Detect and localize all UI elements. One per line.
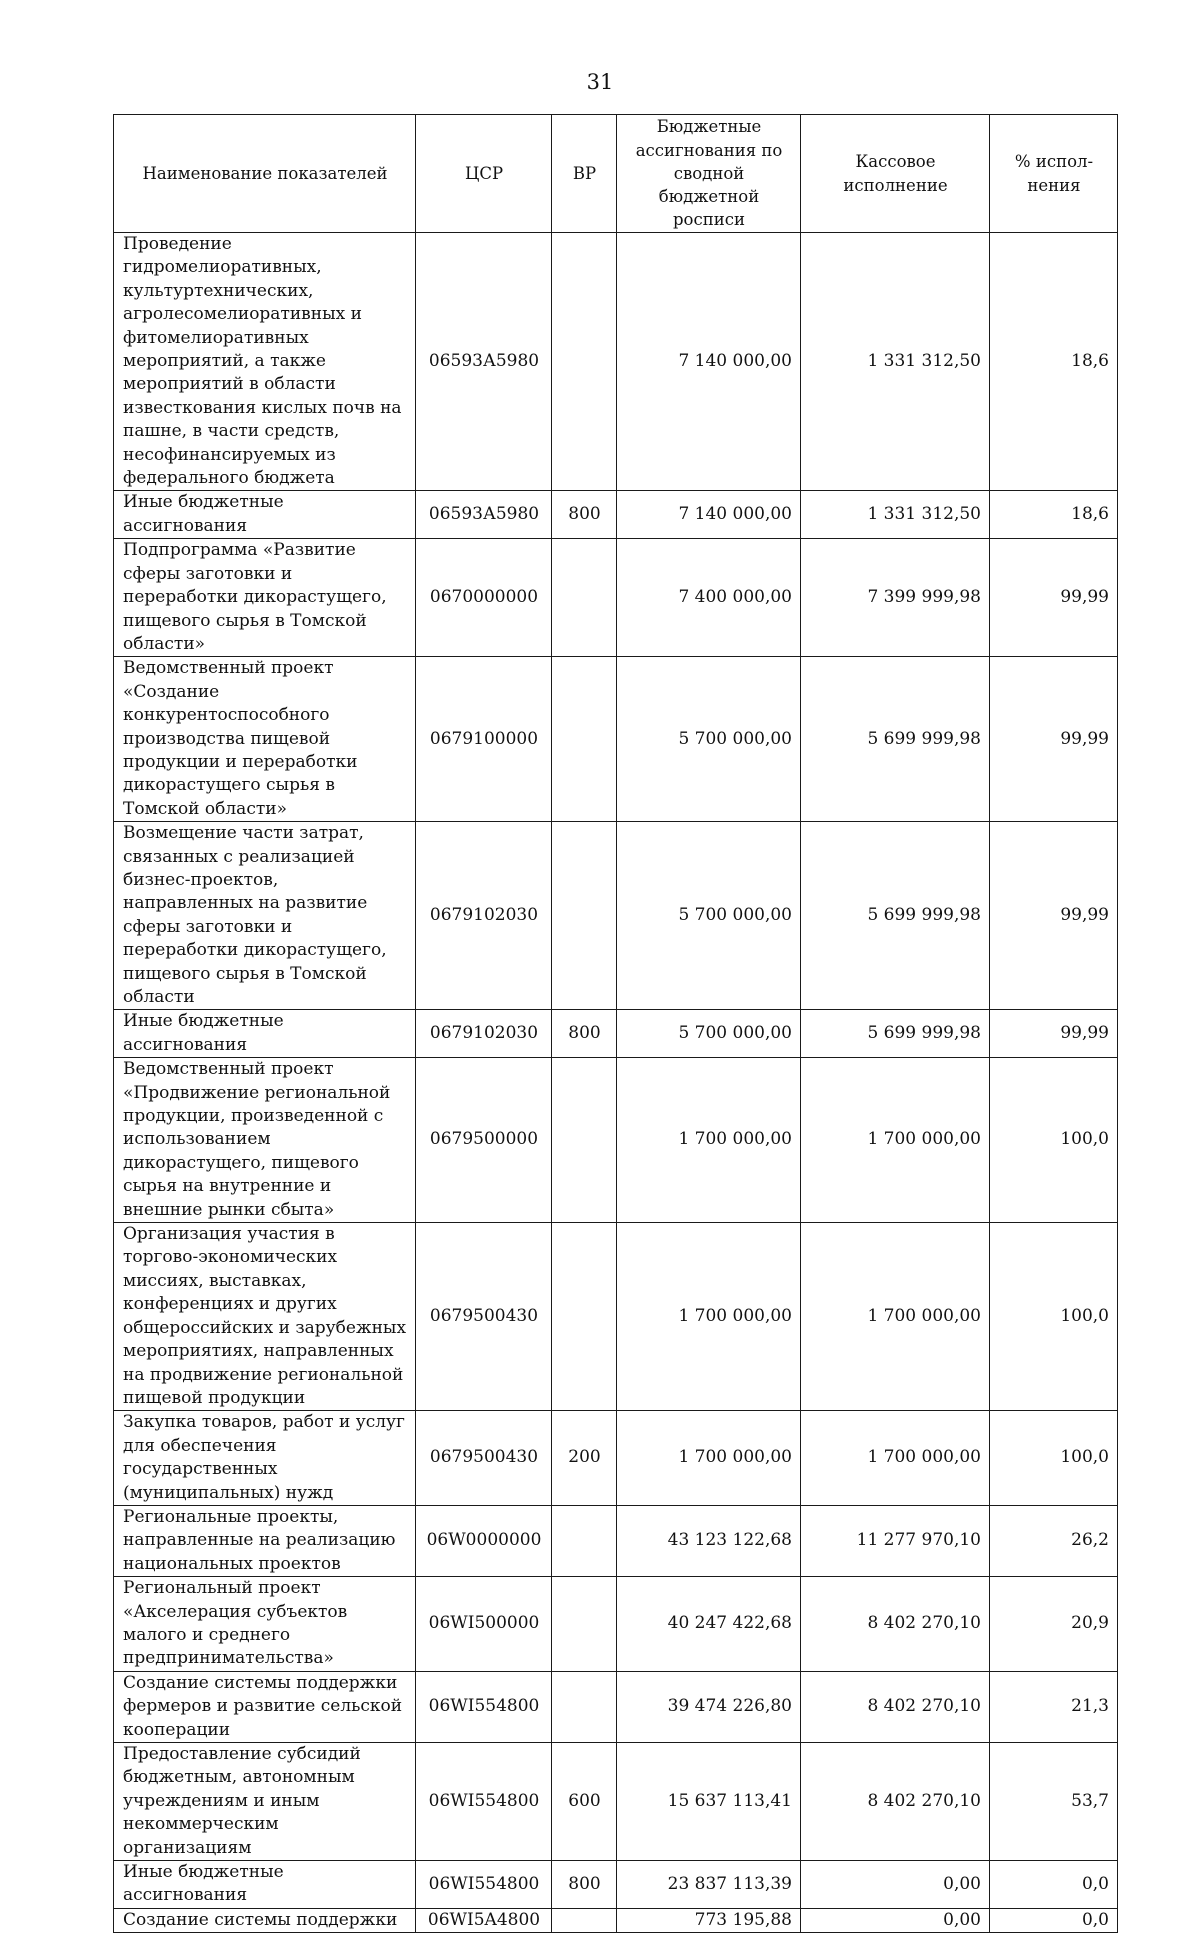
table-row bbox=[114, 1743, 1118, 1861]
row-vr bbox=[552, 1908, 617, 1932]
page-number: 31 bbox=[586, 70, 614, 94]
row-execution: 11 277 970,10 bbox=[801, 1505, 990, 1576]
row-allocation: 1 700 000,00 bbox=[617, 1223, 801, 1411]
header-execution: Кассовое исполнение bbox=[801, 115, 990, 233]
row-vr bbox=[552, 1058, 617, 1223]
row-allocation: 5 700 000,00 bbox=[617, 1010, 801, 1058]
row-name: Создание системы поддержки фермеров и развитие сельской кооперации bbox=[114, 1671, 416, 1742]
row-csr: 0679100000 bbox=[416, 657, 552, 822]
row-percent: 53,7 bbox=[990, 1743, 1118, 1861]
row-csr: 0679102030 bbox=[416, 1010, 552, 1058]
row-execution: 1 331 312,50 bbox=[801, 491, 990, 539]
row-allocation: 5 700 000,00 bbox=[617, 822, 801, 1010]
row-percent: 99,99 bbox=[990, 657, 1118, 822]
table-row bbox=[114, 657, 1118, 822]
table-row bbox=[114, 1010, 1118, 1058]
row-name: Предоставление субсидий бюджетным, автономным учреждениям и иным некоммерческим организациям bbox=[114, 1743, 416, 1861]
budget-execution-table bbox=[113, 114, 1118, 1933]
row-percent: 100,0 bbox=[990, 1223, 1118, 1411]
row-execution: 7 399 999,98 bbox=[801, 539, 990, 657]
row-allocation: 43 123 122,68 bbox=[617, 1505, 801, 1576]
row-vr: 600 bbox=[552, 1743, 617, 1861]
row-vr bbox=[552, 822, 617, 1010]
row-vr bbox=[552, 233, 617, 491]
table-row bbox=[114, 1223, 1118, 1411]
row-vr bbox=[552, 1577, 617, 1672]
row-execution: 8 402 270,10 bbox=[801, 1671, 990, 1742]
row-allocation: 39 474 226,80 bbox=[617, 1671, 801, 1742]
row-csr: 06593А5980 bbox=[416, 233, 552, 491]
row-percent: 99,99 bbox=[990, 822, 1118, 1010]
row-execution: 5 699 999,98 bbox=[801, 1010, 990, 1058]
row-allocation: 23 837 113,39 bbox=[617, 1861, 801, 1909]
row-csr: 06WI500000 bbox=[416, 1577, 552, 1672]
row-name: Организация участия в торгово-экономических миссиях, выставках, конференциях и других общероссийских и зарубежных мероприятиях, направленных на продвижение региональной пищевой продукции bbox=[114, 1223, 416, 1411]
row-name: Иные бюджетные ассигнования bbox=[114, 1010, 416, 1058]
row-percent: 20,9 bbox=[990, 1577, 1118, 1672]
row-csr: 06WI554800 bbox=[416, 1671, 552, 1742]
row-vr: 800 bbox=[552, 491, 617, 539]
table-row bbox=[114, 1908, 1118, 1932]
row-percent: 99,99 bbox=[990, 1010, 1118, 1058]
row-csr: 0670000000 bbox=[416, 539, 552, 657]
row-name: Иные бюджетные ассигнования bbox=[114, 491, 416, 539]
row-allocation: 5 700 000,00 bbox=[617, 657, 801, 822]
row-percent: 18,6 bbox=[990, 491, 1118, 539]
row-csr: 06WI5A4800 bbox=[416, 1908, 552, 1932]
table-row bbox=[114, 1058, 1118, 1223]
row-name: Возмещение части затрат, связанных с реализацией бизнес-проектов, направленных на развитие сферы заготовки и переработки дикорастущего, пищевого сырья в Томской области bbox=[114, 822, 416, 1010]
row-execution: 1 700 000,00 bbox=[801, 1411, 990, 1506]
header-csr: ЦСР bbox=[416, 115, 552, 233]
table-row bbox=[114, 1577, 1118, 1672]
table-row bbox=[114, 539, 1118, 657]
header-percent: % испол-нения bbox=[990, 115, 1118, 233]
row-allocation: 1 700 000,00 bbox=[617, 1411, 801, 1506]
row-name: Ведомственный проект «Продвижение региональной продукции, произведенной с использованием дикорастущего, пищевого сырья на внутренние и внешние рынки сбыта» bbox=[114, 1058, 416, 1223]
row-execution: 5 699 999,98 bbox=[801, 822, 990, 1010]
table-row bbox=[114, 1505, 1118, 1576]
table-row bbox=[114, 1671, 1118, 1742]
row-allocation: 7 400 000,00 bbox=[617, 539, 801, 657]
table-row bbox=[114, 822, 1118, 1010]
row-percent: 99,99 bbox=[990, 539, 1118, 657]
row-allocation: 773 195,88 bbox=[617, 1908, 801, 1932]
row-execution: 0,00 bbox=[801, 1861, 990, 1909]
row-name: Закупка товаров, работ и услуг для обеспечения государственных (муниципальных) нужд bbox=[114, 1411, 416, 1506]
row-allocation: 7 140 000,00 bbox=[617, 233, 801, 491]
table-row bbox=[114, 1861, 1118, 1909]
row-csr: 0679102030 bbox=[416, 822, 552, 1010]
row-execution: 1 700 000,00 bbox=[801, 1058, 990, 1223]
row-csr: 06W0000000 bbox=[416, 1505, 552, 1576]
header-name: Наименование показателей bbox=[114, 115, 416, 233]
row-percent: 0,0 bbox=[990, 1861, 1118, 1909]
row-vr bbox=[552, 657, 617, 822]
row-vr: 800 bbox=[552, 1010, 617, 1058]
row-name: Региональные проекты, направленные на реализацию национальных проектов bbox=[114, 1505, 416, 1576]
row-percent: 100,0 bbox=[990, 1411, 1118, 1506]
row-name: Региональный проект «Акселерация субъектов малого и среднего предпринимательства» bbox=[114, 1577, 416, 1672]
row-vr bbox=[552, 1505, 617, 1576]
row-percent: 26,2 bbox=[990, 1505, 1118, 1576]
row-csr: 06WI554800 bbox=[416, 1743, 552, 1861]
header-allocations: Бюджетные ассигнования по сводной бюджетной росписи bbox=[617, 115, 801, 233]
row-name: Проведение гидромелиоративных, культуртехнических, агролесомелиоративных и фитомелиоративных мероприятий, а также мероприятий в области известкования кислых почв на пашне, в части средств, несофинансируемых из федерального бюджета bbox=[114, 233, 416, 491]
row-vr: 200 bbox=[552, 1411, 617, 1506]
row-allocation: 1 700 000,00 bbox=[617, 1058, 801, 1223]
row-percent: 18,6 bbox=[990, 233, 1118, 491]
row-allocation: 7 140 000,00 bbox=[617, 491, 801, 539]
row-execution: 0,00 bbox=[801, 1908, 990, 1932]
row-vr bbox=[552, 1671, 617, 1742]
row-name: Ведомственный проект «Создание конкурентоспособного производства пищевой продукции и переработки дикорастущего сырья в Томской области» bbox=[114, 657, 416, 822]
row-name: Подпрограмма «Развитие сферы заготовки и переработки дикорастущего, пищевого сырья в Томской области» bbox=[114, 539, 416, 657]
row-execution: 1 700 000,00 bbox=[801, 1223, 990, 1411]
row-execution: 8 402 270,10 bbox=[801, 1577, 990, 1672]
row-csr: 06WI554800 bbox=[416, 1861, 552, 1909]
table-row bbox=[114, 1411, 1118, 1506]
row-allocation: 40 247 422,68 bbox=[617, 1577, 801, 1672]
row-vr bbox=[552, 539, 617, 657]
header-vr: ВР bbox=[552, 115, 617, 233]
row-allocation: 15 637 113,41 bbox=[617, 1743, 801, 1861]
row-csr: 0679500430 bbox=[416, 1411, 552, 1506]
row-percent: 100,0 bbox=[990, 1058, 1118, 1223]
row-execution: 5 699 999,98 bbox=[801, 657, 990, 822]
row-percent: 0,0 bbox=[990, 1908, 1118, 1932]
table-header-row bbox=[114, 115, 1118, 233]
row-vr: 800 bbox=[552, 1861, 617, 1909]
row-csr: 0679500000 bbox=[416, 1058, 552, 1223]
row-execution: 1 331 312,50 bbox=[801, 233, 990, 491]
row-csr: 0679500430 bbox=[416, 1223, 552, 1411]
row-percent: 21,3 bbox=[990, 1671, 1118, 1742]
table-row bbox=[114, 233, 1118, 491]
row-vr bbox=[552, 1223, 617, 1411]
row-csr: 06593А5980 bbox=[416, 491, 552, 539]
row-name: Создание системы поддержки bbox=[114, 1908, 416, 1932]
row-execution: 8 402 270,10 bbox=[801, 1743, 990, 1861]
row-name: Иные бюджетные ассигнования bbox=[114, 1861, 416, 1909]
table-row bbox=[114, 491, 1118, 539]
